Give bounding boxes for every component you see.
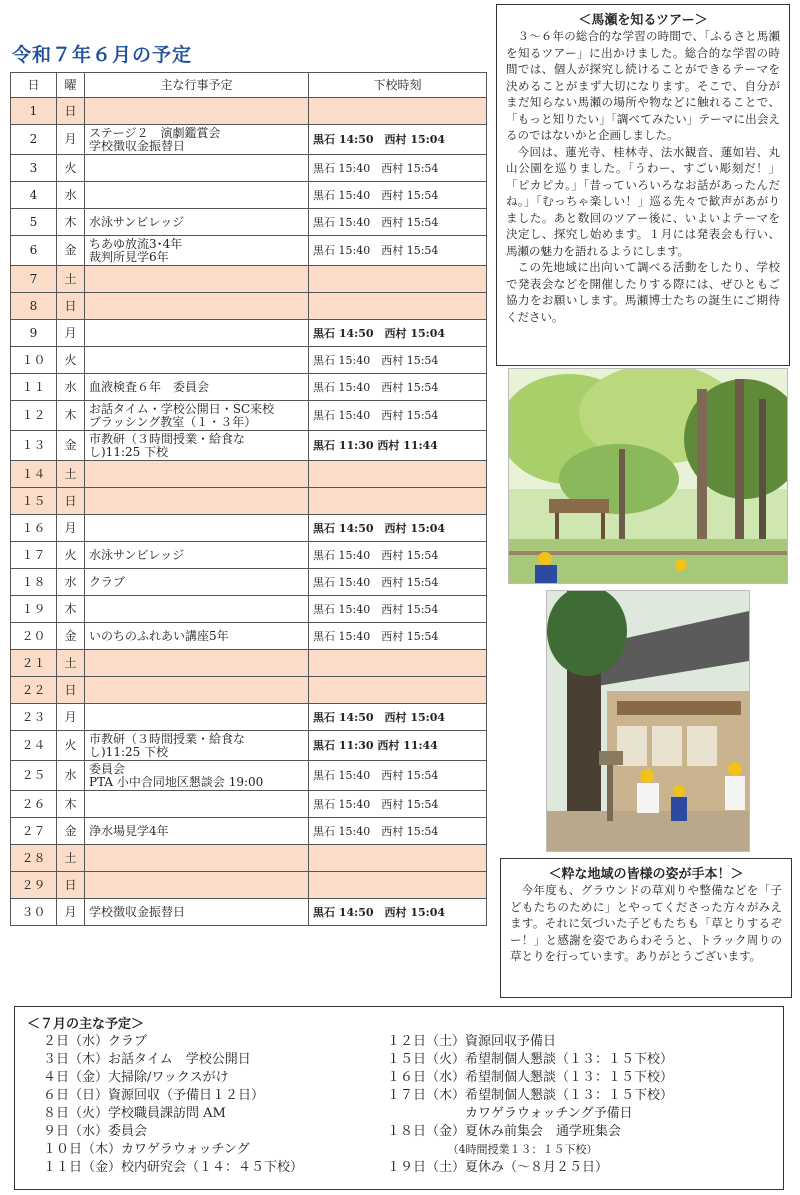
table-row xyxy=(11,236,487,266)
events-cell xyxy=(85,704,309,731)
table-row xyxy=(11,899,487,926)
weekday-cell: 木 xyxy=(57,596,85,623)
day-cell: 1 xyxy=(11,98,57,125)
dismissal-cell: 黒石 15:40 西村 15:54 xyxy=(309,401,487,431)
community-paragraph: 今年度も、グラウンドの草刈りや整備などを「子どもたちのために」とやってくださった方々がみえます。それに気づいた子どもたちも「草とりするぞー！」と感謝を姿であらわそうと、トラック周りの草とりを行っています。ありがとうございます。 xyxy=(510,883,782,963)
weekday-cell: 水 xyxy=(57,182,85,209)
events-cell xyxy=(85,872,309,899)
events-cell xyxy=(85,125,309,155)
day-cell: １５ xyxy=(11,488,57,515)
day-cell: １３ xyxy=(11,431,57,461)
table-row xyxy=(11,209,487,236)
temple-illustration xyxy=(547,591,749,851)
table-row xyxy=(11,488,487,515)
event-line: 市教研（３時間授業・給食な xyxy=(89,731,246,746)
day-cell: ２７ xyxy=(11,818,57,845)
weekday-cell: 木 xyxy=(57,209,85,236)
table-row xyxy=(11,374,487,401)
july-title: ＜７月の主な予定＞ xyxy=(27,1017,145,1032)
day-cell: １８ xyxy=(11,569,57,596)
weekday-cell: 日 xyxy=(57,293,85,320)
day-cell: ２２ xyxy=(11,677,57,704)
day-cell: ２１ xyxy=(11,650,57,677)
weekday-cell: 土 xyxy=(57,461,85,488)
weekday-cell: 日 xyxy=(57,872,85,899)
event-line: 学校徴収金振替日 xyxy=(89,138,186,153)
table-row xyxy=(11,650,487,677)
day-cell: ２３ xyxy=(11,704,57,731)
tour-paragraph: この先地域に出向いて調べる活動をしたり、学校で発表会などを開催したりする際には、ぜひともご協力をお願いします。馬瀬博士たちの誕生にご期待ください。 xyxy=(506,260,780,324)
table-row xyxy=(11,542,487,569)
tour-paragraph: ３～６年の総合的な学習の時間で、「ふるさと馬瀬を知るツアー」に出かけました。総合的な学習の時間では、個人が探究し続けることができるテーマを決めることがまず大切になります。そこで、自分がまだ知らない馬瀬の場所や物などに触れることで、「もっと知りたい」「調べてみたい」テーマに出会えるのではないかと企画しました。 xyxy=(506,29,780,142)
tour-paragraph: 今回は、蓮光寺、桂林寺、法水観音、蓮如岩、丸山公園を巡りました。「うわー、すごい彫刻だ！」「ピカピカ。」「昔っていろいろなお話があったんだね。」「むっちゃ楽しい！」巡る先々で歓声があがりました。あと数回のツアー後に、いよいよテーマを決定し、探究し始めます。１月には発表会も行い、馬瀬の魅力を語れるようにします。 xyxy=(506,144,780,258)
weekday-cell: 木 xyxy=(57,401,85,431)
dismissal-cell: 黒石 14:50 西村 15:04 xyxy=(309,704,487,731)
events-cell xyxy=(85,293,309,320)
july-item: ４日（金）大掃除/ワックスがけ xyxy=(43,1070,229,1085)
events-cell xyxy=(85,623,309,650)
page-title: 令和７年６月の予定 xyxy=(12,44,193,66)
day-cell: ３０ xyxy=(11,899,57,926)
event-line: 市教研（３時間授業・給食な xyxy=(89,431,246,446)
table-row xyxy=(11,401,487,431)
day-cell: １７ xyxy=(11,542,57,569)
weekday-cell: 火 xyxy=(57,731,85,761)
events-cell xyxy=(85,266,309,293)
tour-article xyxy=(496,4,790,366)
events-cell xyxy=(85,899,309,926)
dismissal-cell xyxy=(309,650,487,677)
event-line: 浄水場見学4年 xyxy=(89,823,169,838)
weekday-cell: 金 xyxy=(57,431,85,461)
events-cell xyxy=(85,818,309,845)
table-row xyxy=(11,266,487,293)
day-cell: １１ xyxy=(11,374,57,401)
day-cell: ２８ xyxy=(11,845,57,872)
table-row xyxy=(11,431,487,461)
table-row xyxy=(11,872,487,899)
events-cell xyxy=(85,569,309,596)
july-item: ３日（木）お話タイム 学校公開日 xyxy=(43,1052,251,1067)
weekday-cell: 月 xyxy=(57,704,85,731)
dismissal-cell: 黒石 14:50 西村 15:04 xyxy=(309,320,487,347)
dismissal-cell: 黒石 14:50 西村 15:04 xyxy=(309,899,487,926)
schedule-body xyxy=(11,98,487,926)
weekday-cell: 金 xyxy=(57,236,85,266)
event-line: ちあゆ放流3･4年 xyxy=(89,236,183,251)
july-item: １２日（土）資源回収予備日 xyxy=(387,1034,557,1049)
table-row xyxy=(11,845,487,872)
dismissal-cell: 黒石 15:40 西村 15:54 xyxy=(309,569,487,596)
july-item: （4時間授業１３：１５下校） xyxy=(387,1143,598,1156)
events-cell xyxy=(85,461,309,488)
table-row xyxy=(11,320,487,347)
table-row xyxy=(11,515,487,542)
events-cell xyxy=(85,791,309,818)
events-cell xyxy=(85,650,309,677)
july-item: ６日（日）資源回収（予備日１２日） xyxy=(43,1088,265,1103)
dismissal-cell xyxy=(309,461,487,488)
weekday-cell: 月 xyxy=(57,515,85,542)
weekday-cell: 火 xyxy=(57,155,85,182)
dismissal-cell: 黒石 15:40 西村 15:54 xyxy=(309,236,487,266)
day-cell: １０ xyxy=(11,347,57,374)
event-line: お話タイム・学校公開日・SC来校 xyxy=(89,401,275,416)
dismissal-cell: 黒石 15:40 西村 15:54 xyxy=(309,596,487,623)
july-item: ２日（水）クラブ xyxy=(43,1034,148,1049)
day-cell: 6 xyxy=(11,236,57,266)
weekday-cell: 月 xyxy=(57,899,85,926)
dismissal-cell xyxy=(309,845,487,872)
july-item: １５日（火）希望制個人懇談（１３：１５下校） xyxy=(387,1052,674,1067)
events-cell xyxy=(85,347,309,374)
header-events: 主な行事予定 xyxy=(85,73,309,98)
dismissal-cell: 黒石 14:50 西村 15:04 xyxy=(309,125,487,155)
day-cell: １９ xyxy=(11,596,57,623)
event-line: ブラッシング教室（１・３年） xyxy=(89,414,257,429)
events-cell xyxy=(85,182,309,209)
events-cell xyxy=(85,677,309,704)
weekday-cell: 土 xyxy=(57,845,85,872)
day-cell: ２６ xyxy=(11,791,57,818)
events-cell xyxy=(85,236,309,266)
event-line: し)11:25 下校 xyxy=(89,444,169,459)
day-cell: 5 xyxy=(11,209,57,236)
weekday-cell: 水 xyxy=(57,374,85,401)
july-item: １６日（水）希望制個人懇談（１３：１５下校） xyxy=(387,1070,674,1085)
event-line: 裁判所見学6年 xyxy=(89,249,169,264)
day-cell: 8 xyxy=(11,293,57,320)
july-left-column xyxy=(43,1033,303,1177)
events-cell xyxy=(85,401,309,431)
dismissal-cell: 黒石 15:40 西村 15:54 xyxy=(309,155,487,182)
table-row xyxy=(11,761,487,791)
dismissal-cell xyxy=(309,98,487,125)
weekday-cell: 火 xyxy=(57,347,85,374)
weekday-cell: 木 xyxy=(57,791,85,818)
events-cell xyxy=(85,374,309,401)
day-cell: 2 xyxy=(11,125,57,155)
table-row xyxy=(11,569,487,596)
day-cell: ２４ xyxy=(11,731,57,761)
header-dismissal: 下校時刻 xyxy=(309,73,487,98)
dismissal-cell: 黒石 15:40 西村 15:54 xyxy=(309,347,487,374)
dismissal-cell: 黒石 15:40 西村 15:54 xyxy=(309,818,487,845)
events-cell xyxy=(85,542,309,569)
events-cell xyxy=(85,209,309,236)
table-row xyxy=(11,125,487,155)
day-cell: １６ xyxy=(11,515,57,542)
dismissal-cell: 黒石 15:40 西村 15:54 xyxy=(309,182,487,209)
july-item: １９日（土）夏休み（～８月２５日） xyxy=(387,1160,609,1175)
weekday-cell: 水 xyxy=(57,761,85,791)
dismissal-cell: 黒石 14:50 西村 15:04 xyxy=(309,515,487,542)
weekday-cell: 日 xyxy=(57,677,85,704)
header-weekday: 曜 xyxy=(57,73,85,98)
events-cell xyxy=(85,845,309,872)
event-line: 血液検査６年 委員会 xyxy=(89,379,210,394)
dismissal-cell xyxy=(309,488,487,515)
table-row xyxy=(11,98,487,125)
table-row xyxy=(11,347,487,374)
events-cell xyxy=(85,761,309,791)
table-row xyxy=(11,791,487,818)
day-cell: 9 xyxy=(11,320,57,347)
table-row xyxy=(11,623,487,650)
event-line: 委員会 xyxy=(89,761,126,776)
table-row xyxy=(11,461,487,488)
table-row xyxy=(11,677,487,704)
events-cell xyxy=(85,320,309,347)
events-cell xyxy=(85,488,309,515)
weekday-cell: 日 xyxy=(57,488,85,515)
june-schedule-table xyxy=(10,72,487,926)
day-cell: 7 xyxy=(11,266,57,293)
day-cell: ２９ xyxy=(11,872,57,899)
forest-photo xyxy=(508,368,788,584)
day-cell: ２０ xyxy=(11,623,57,650)
day-cell: ２５ xyxy=(11,761,57,791)
weekday-cell: 月 xyxy=(57,320,85,347)
dismissal-cell: 黒石 15:40 西村 15:54 xyxy=(309,374,487,401)
events-cell xyxy=(85,155,309,182)
dismissal-cell: 黒石 15:40 西村 15:54 xyxy=(309,209,487,236)
dismissal-cell: 黒石 11:30 西村 11:44 xyxy=(309,731,487,761)
july-item: １８日（金）夏休み前集会 通学班集会 xyxy=(387,1124,622,1139)
events-cell xyxy=(85,731,309,761)
events-cell xyxy=(85,515,309,542)
july-schedule xyxy=(14,1006,784,1190)
events-cell xyxy=(85,98,309,125)
table-row xyxy=(11,596,487,623)
dismissal-cell: 黒石 11:30 西村 11:44 xyxy=(309,431,487,461)
weekday-cell: 土 xyxy=(57,650,85,677)
header-day: 日 xyxy=(11,73,57,98)
day-cell: 3 xyxy=(11,155,57,182)
dismissal-cell xyxy=(309,677,487,704)
table-row xyxy=(11,731,487,761)
events-cell xyxy=(85,431,309,461)
july-item: カワゲラウォッチング予備日 xyxy=(387,1106,633,1121)
table-row xyxy=(11,155,487,182)
table-row xyxy=(11,704,487,731)
weekday-cell: 火 xyxy=(57,542,85,569)
forest-illustration xyxy=(509,369,787,583)
temple-photo xyxy=(546,590,750,852)
event-line: クラブ xyxy=(89,574,126,589)
weekday-cell: 金 xyxy=(57,818,85,845)
weekday-cell: 土 xyxy=(57,266,85,293)
community-article xyxy=(500,858,792,998)
dismissal-cell: 黒石 15:40 西村 15:54 xyxy=(309,542,487,569)
dismissal-cell xyxy=(309,266,487,293)
dismissal-cell xyxy=(309,293,487,320)
dismissal-cell xyxy=(309,872,487,899)
weekday-cell: 水 xyxy=(57,569,85,596)
dismissal-cell: 黒石 15:40 西村 15:54 xyxy=(309,623,487,650)
table-row xyxy=(11,818,487,845)
july-item: ９日（水）委員会 xyxy=(43,1124,148,1139)
july-item: ８日（火）学校職員課訪問 AM xyxy=(43,1106,226,1121)
table-row xyxy=(11,182,487,209)
july-item: １０日（木）カワゲラウォッチング xyxy=(43,1142,250,1157)
day-cell: １２ xyxy=(11,401,57,431)
day-cell: １４ xyxy=(11,461,57,488)
event-line: 学校徴収金振替日 xyxy=(89,904,186,919)
event-line: ステージ２ 演劇鑑賞会 xyxy=(89,125,221,140)
weekday-cell: 月 xyxy=(57,125,85,155)
dismissal-cell: 黒石 15:40 西村 15:54 xyxy=(309,791,487,818)
events-cell xyxy=(85,596,309,623)
event-line: 水泳サンビレッジ xyxy=(89,547,185,562)
weekday-cell: 金 xyxy=(57,623,85,650)
july-item: １１日（金）校内研究会（１４：４５下校） xyxy=(43,1160,304,1175)
event-line: いのちのふれあい講座5年 xyxy=(89,628,229,643)
july-item: １７日（木）希望制個人懇談（１３：１５下校） xyxy=(387,1088,674,1103)
event-line: 水泳サンビレッジ xyxy=(89,214,185,229)
day-cell: 4 xyxy=(11,182,57,209)
event-line: し)11:25 下校 xyxy=(89,744,169,759)
table-row xyxy=(11,293,487,320)
table-header-row xyxy=(11,73,487,98)
community-title: ＜粋な地域の皆様の姿が手本！＞ xyxy=(548,867,744,882)
event-line: PTA 小中合同地区懇談会 19:00 xyxy=(89,774,264,789)
tour-title: ＜馬瀬を知るツアー＞ xyxy=(578,13,708,28)
dismissal-cell: 黒石 15:40 西村 15:54 xyxy=(309,761,487,791)
july-right-column xyxy=(387,1033,673,1177)
weekday-cell: 日 xyxy=(57,98,85,125)
